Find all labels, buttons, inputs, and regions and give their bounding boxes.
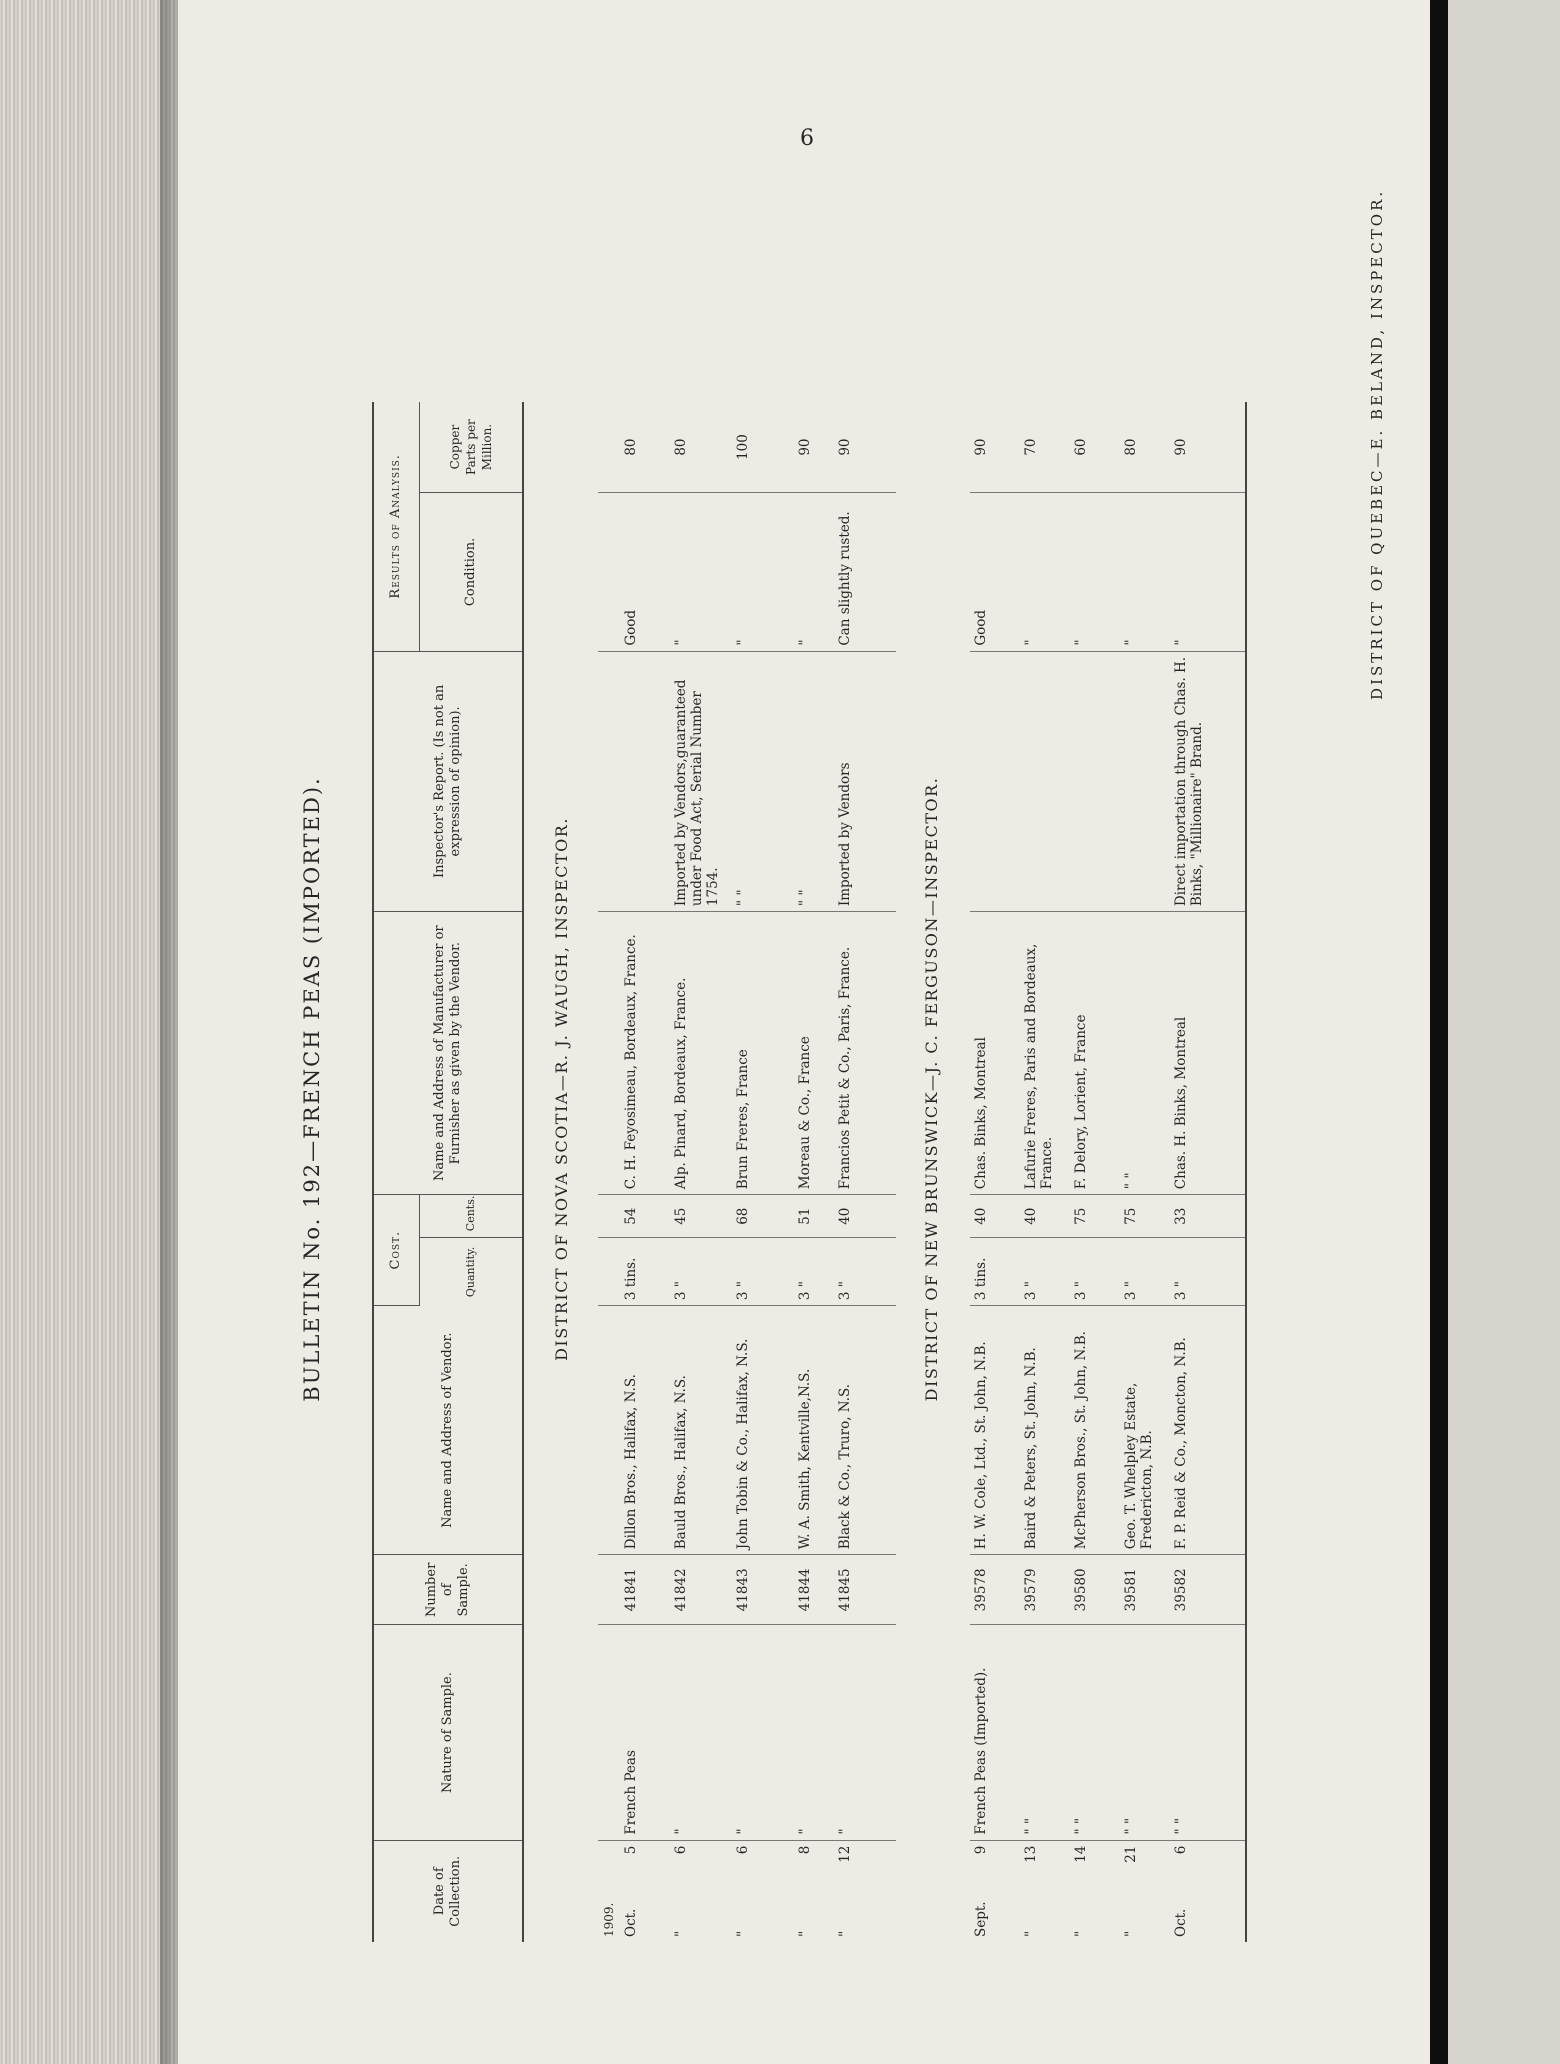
cents-cell: 68 (732, 1195, 794, 1238)
cents-cell: 40 (970, 1195, 1020, 1238)
year-label: 1909. (602, 1902, 616, 1937)
header-results: Results of Analysis. (373, 402, 419, 651)
manufacturer-cell: Chas. Binks, Montreal (970, 912, 1020, 1195)
table-row (970, 402, 1020, 1942)
report-cell (1070, 651, 1120, 911)
cents-cell: 54 (620, 1195, 670, 1238)
next-page-strip (1448, 0, 1560, 2064)
day: 21 (1123, 1845, 1139, 1863)
month: " (1123, 1930, 1139, 1937)
page-right-edge (1430, 0, 1448, 2064)
day: 5 (623, 1845, 639, 1855)
manufacturer-cell: " " (1120, 912, 1170, 1195)
date-cell (1020, 1840, 1070, 1942)
header-nature: Nature of Sample. (373, 1625, 523, 1840)
manufacturer-cell: Francios Petit & Co., Paris, France. (834, 912, 896, 1195)
condition-cell: Can slightly rusted. (834, 493, 896, 652)
date-cell (732, 1840, 794, 1942)
quantity-cell: 3 " (794, 1238, 834, 1306)
quantity-cell: 3 tins. (620, 1238, 670, 1306)
cents-cell: 75 (1120, 1195, 1170, 1238)
sample-number-cell: 41841 (620, 1555, 670, 1625)
cents-cell: 40 (834, 1195, 896, 1238)
report-cell (1120, 651, 1170, 911)
month: " (837, 1930, 853, 1937)
vendor-cell: McPherson Bros., St. John, N.B. (1070, 1306, 1120, 1555)
month: " (735, 1930, 751, 1937)
nature-cell: " (732, 1625, 794, 1840)
vendor-cell: H. W. Cole, Ltd., St. John, N.B. (970, 1306, 1020, 1555)
new-brunswick-table (970, 402, 1247, 1942)
sample-number-cell: 41844 (794, 1555, 834, 1625)
month: Oct. (1173, 1908, 1189, 1937)
next-page-caption: DISTRICT OF QUEBEC—E. BELAND, INSPECTOR. (1368, 188, 1386, 700)
condition-cell: Good (620, 493, 670, 652)
rotated-table-sheet (280, 196, 1338, 1982)
day: 8 (797, 1845, 813, 1855)
header-cents: Cents. (419, 1195, 523, 1238)
table-row (1170, 402, 1246, 1942)
month: " (797, 1930, 813, 1937)
nature-cell: " (794, 1625, 834, 1840)
cents-cell: 40 (1020, 1195, 1070, 1238)
vendor-cell: F. P. Reid & Co., Moncton, N.B. (1170, 1306, 1246, 1555)
nature-cell: " (834, 1625, 896, 1840)
month: Oct. (623, 1908, 639, 1937)
quantity-cell: 3 " (732, 1238, 794, 1306)
manufacturer-cell: Brun Freres, France (732, 912, 794, 1195)
nature-cell: " " (1070, 1625, 1120, 1840)
cents-cell: 45 (670, 1195, 732, 1238)
copper-cell: 90 (970, 402, 1020, 493)
manufacturer-cell: C. H. Feyosimeau, Bordeaux, France. (620, 912, 670, 1195)
sample-number-cell: 39582 (1170, 1555, 1246, 1625)
report-cell (1020, 651, 1070, 911)
header-number: Number of Sample. (373, 1555, 523, 1625)
nature-cell: " (670, 1625, 732, 1840)
sample-number-cell: 39578 (970, 1555, 1020, 1625)
condition-cell: " (1120, 493, 1170, 652)
day: 9 (973, 1845, 989, 1855)
quantity-cell: 3 " (670, 1238, 732, 1306)
table-row (670, 402, 732, 1942)
header-report: Inspector's Report. (Is not an expression of opinion). (373, 651, 523, 911)
header-quantity: Quantity. (463, 1246, 477, 1298)
vendor-cell: Geo. T. Whelpley Estate, Fredericton, N.B. (1120, 1306, 1170, 1555)
condition-cell: " (1020, 493, 1070, 652)
vendor-cell: Baird & Peters, St. John, N.B. (1020, 1306, 1070, 1555)
page-number: 6 (800, 126, 814, 151)
copper-cell: 100 (732, 402, 794, 493)
table-row (620, 402, 670, 1942)
vendor-cell: Dillon Bros., Halifax, N.S. (620, 1306, 670, 1555)
table-row (1070, 402, 1120, 1942)
report-cell: Imported by Vendors (834, 651, 896, 911)
copper-cell: 80 (620, 402, 670, 493)
condition-cell: " (670, 493, 732, 652)
vendor-cell: Black & Co., Truro, N.S. (834, 1306, 896, 1555)
cents-cell: 51 (794, 1195, 834, 1238)
header-date: Date of Collection. (432, 1855, 463, 1927)
copper-cell: 90 (1170, 402, 1246, 493)
header-cost: Cost. (373, 1195, 419, 1306)
report-cell: " " (732, 651, 794, 911)
report-cell (620, 651, 670, 911)
copper-cell: 90 (794, 402, 834, 493)
sample-number-cell: 39580 (1070, 1555, 1120, 1625)
bulletin-title: BULLETIN No. 192—FRENCH PEAS (IMPORTED). (300, 776, 324, 1402)
cents-cell: 75 (1070, 1195, 1120, 1238)
month: Sept. (973, 1901, 989, 1937)
sample-number-cell: 41845 (834, 1555, 896, 1625)
manufacturer-cell: Chas. H. Binks, Montreal (1170, 912, 1246, 1195)
copper-cell: 70 (1020, 402, 1070, 493)
report-cell (970, 651, 1020, 911)
nature-cell: French Peas (Imported). (970, 1625, 1020, 1840)
month: " (673, 1930, 689, 1937)
manufacturer-cell: F. Delory, Lorient, France (1070, 912, 1120, 1195)
date-cell (834, 1840, 896, 1942)
report-cell: " " (794, 651, 834, 911)
quantity-cell: 3 " (1120, 1238, 1170, 1306)
nature-cell: French Peas (620, 1625, 670, 1840)
nova-scotia-table (598, 402, 896, 1942)
header-copper: Copper Parts per Million. (419, 402, 523, 493)
date-cell (620, 1840, 670, 1942)
nature-cell: " " (1170, 1625, 1246, 1840)
vendor-cell: W. A. Smith, Kentville,N.S. (794, 1306, 834, 1555)
date-cell (970, 1840, 1020, 1942)
month: " (1073, 1930, 1089, 1937)
table-row (1020, 402, 1070, 1942)
day: 6 (673, 1845, 689, 1855)
table-row (794, 402, 834, 1942)
date-cell (794, 1840, 834, 1942)
day: 6 (1173, 1845, 1189, 1855)
day: 12 (837, 1845, 853, 1863)
quantity-cell: 3 " (1020, 1238, 1070, 1306)
year-row (598, 402, 620, 1942)
date-cell (1120, 1840, 1170, 1942)
date-cell (1070, 1840, 1120, 1942)
copper-cell: 90 (834, 402, 896, 493)
quantity-cell: 3 " (834, 1238, 896, 1306)
condition-cell: Good (970, 493, 1020, 652)
quantity-cell: 3 tins. (970, 1238, 1020, 1306)
header-vendor: Name and Address of Vendor. (373, 1306, 523, 1555)
sample-number-cell: 39579 (1020, 1555, 1070, 1625)
cents-cell: 33 (1170, 1195, 1246, 1238)
book-page-edges (0, 0, 178, 2064)
condition-cell: " (732, 493, 794, 652)
header-condition: Condition. (419, 493, 523, 652)
nature-cell: " " (1020, 1625, 1070, 1840)
section-heading-nova-scotia: DISTRICT OF NOVA SCOTIA—R. J. WAUGH, INSPECTOR. (552, 817, 571, 1361)
condition-cell: " (1070, 493, 1120, 652)
copper-cell: 80 (670, 402, 732, 493)
table-row (834, 402, 896, 1942)
report-cell: Direct importation through Chas. H. Binks, "Millionaire" Brand. (1170, 651, 1246, 911)
copper-cell: 60 (1070, 402, 1120, 493)
vendor-cell: Bauld Bros., Halifax, N.S. (670, 1306, 732, 1555)
manufacturer-cell: Lafurie Freres, Paris and Bordeaux, France. (1020, 912, 1070, 1195)
day: 6 (735, 1845, 751, 1855)
manufacturer-cell: Moreau & Co., France (794, 912, 834, 1195)
sample-number-cell: 41842 (670, 1555, 732, 1625)
sample-number-cell: 39581 (1120, 1555, 1170, 1625)
nature-cell: " " (1120, 1625, 1170, 1840)
section-heading-new-brunswick: DISTRICT OF NEW BRUNSWICK—J. C. FERGUSON—INSPECTOR. (922, 776, 941, 1402)
quantity-cell: 3 " (1070, 1238, 1120, 1306)
quantity-cell: 3 " (1170, 1238, 1246, 1306)
vendor-cell: John Tobin & Co., Halifax, N.S. (732, 1306, 794, 1555)
condition-cell: " (1170, 493, 1246, 652)
copper-cell: 80 (1120, 402, 1170, 493)
manufacturer-cell: Alp. Pinard, Bordeaux, France. (670, 912, 732, 1195)
sample-number-cell: 41843 (732, 1555, 794, 1625)
table-header (372, 402, 524, 1942)
report-cell: Imported by Vendors,guaranteed under Food Act, Serial Number 1754. (670, 651, 732, 911)
date-cell (1170, 1840, 1246, 1942)
month: " (1023, 1930, 1039, 1937)
day: 14 (1073, 1845, 1089, 1863)
header-manufacturer: Name and Address of Manufacturer or Furnisher as given by the Vendor. (373, 912, 523, 1195)
table-row (1120, 402, 1170, 1942)
table-row (732, 402, 794, 1942)
day: 13 (1023, 1845, 1039, 1863)
condition-cell: " (794, 493, 834, 652)
date-cell (670, 1840, 732, 1942)
